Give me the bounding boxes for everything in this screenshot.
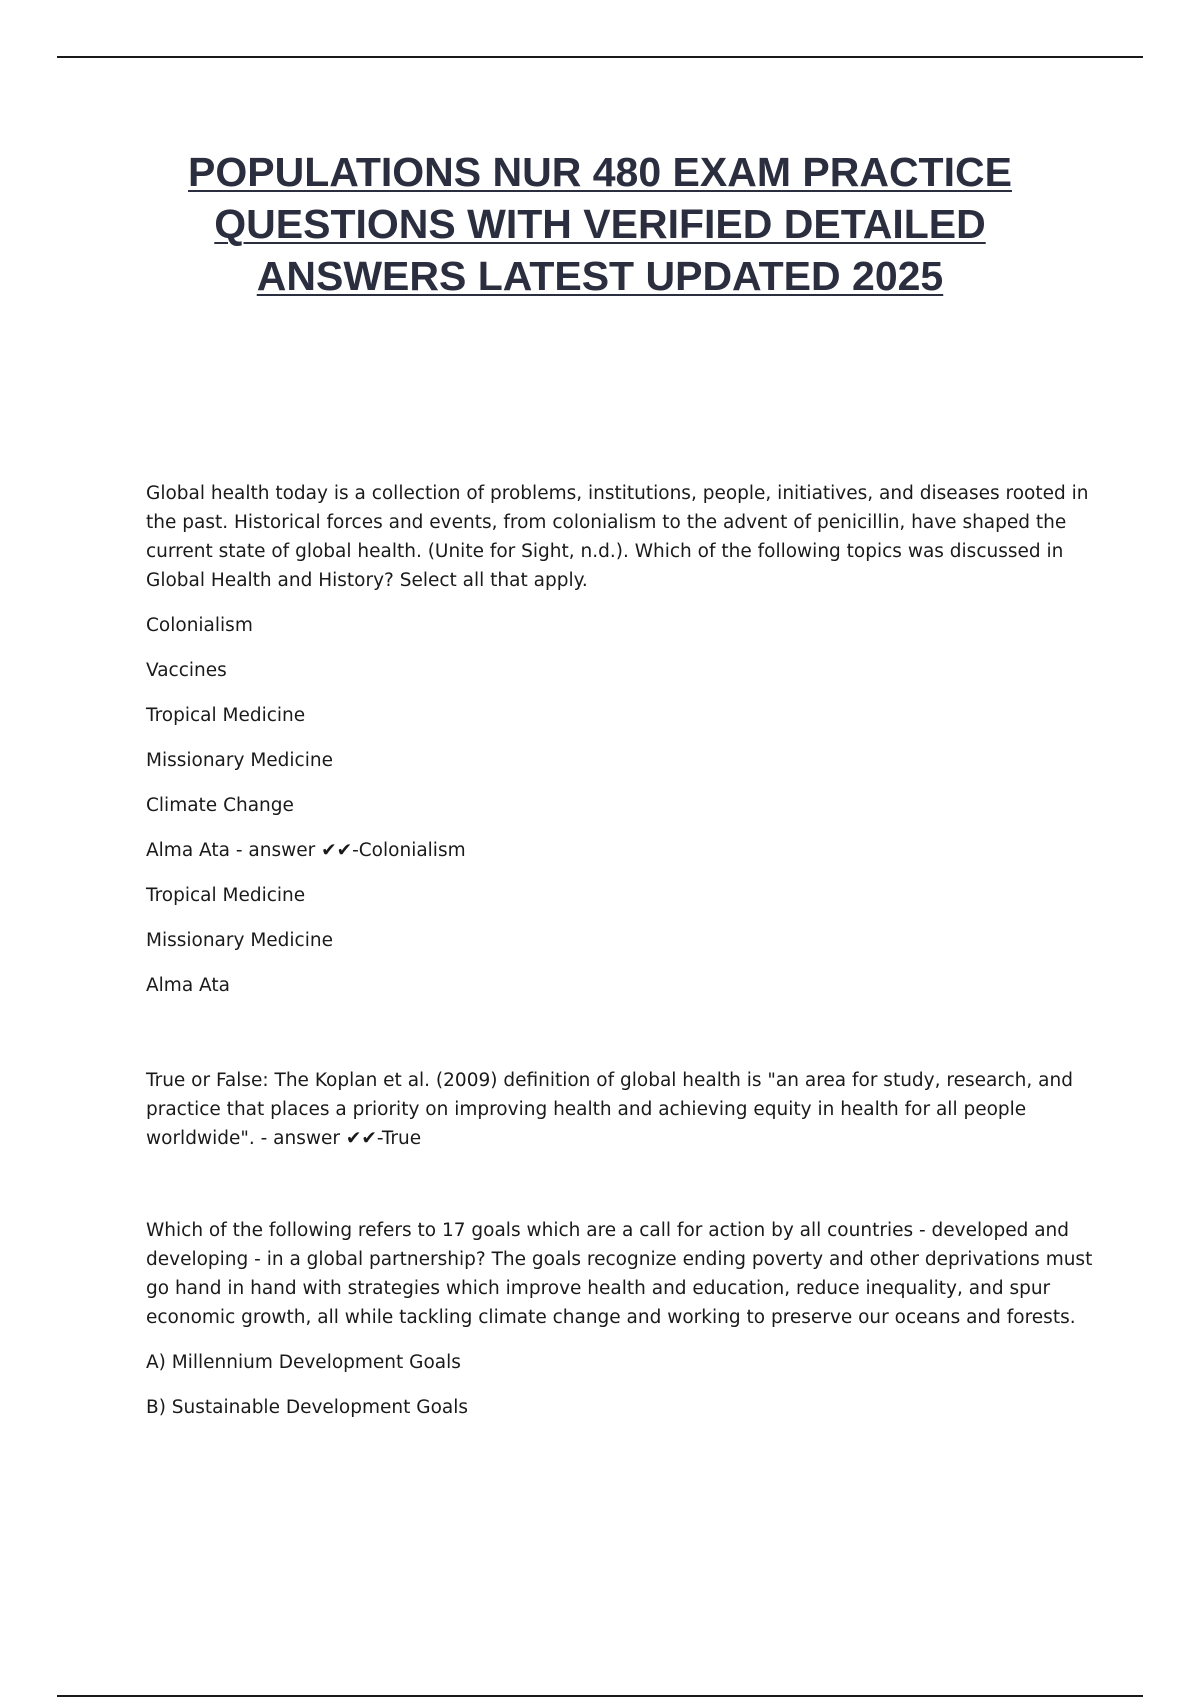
answer-option: Alma Ata xyxy=(146,975,230,996)
answer-option: Missionary Medicine xyxy=(146,930,333,951)
question-stem: True or False: The Koplan et al. (2009) definition of global health is "an area for study, research, and practice that places a priority on improving health and achieving equity in health for all people worldwide". - answer ✔✔-True xyxy=(146,1070,1073,1149)
answer-option: Vaccines xyxy=(146,660,227,681)
question-stem: Global health today is a collection of problems, institutions, people, initiatives, and diseases rooted in the past. Historical forces and events, from colonialism to the advent of penicillin, have shaped the current state of global health. (Unite for Sight, n.d.). Which of the following topics was discussed in Global Health and History? Select all that apply. xyxy=(146,483,1089,591)
title-line: QUESTIONS WITH VERIFIED DETAILED xyxy=(214,201,986,247)
title-line: ANSWERS LATEST UPDATED 2025 xyxy=(256,253,944,299)
document-title xyxy=(100,146,1100,302)
answer-option: Tropical Medicine xyxy=(146,705,306,726)
answer-option: Colonialism xyxy=(146,615,253,636)
title-line: POPULATIONS NUR 480 EXAM PRACTICE xyxy=(188,149,1012,195)
question-stem: Which of the following refers to 17 goals which are a call for action by all countries - developed and developing - in a global partnership? The goals recognize ending poverty and other deprivations must go hand in hand with strategies which improve health and education, reduce inequality, and spur economic growth, all while tackling climate change and working to preserve our oceans and forests. xyxy=(146,1220,1093,1328)
answer-option: Tropical Medicine xyxy=(146,885,306,906)
top-rule xyxy=(57,56,1143,58)
answer-option: A) Millennium Development Goals xyxy=(146,1352,461,1373)
answer-option: Missionary Medicine xyxy=(146,750,333,771)
answer-option: Alma Ata - answer ✔✔-Colonialism xyxy=(146,840,466,861)
question-1 xyxy=(146,479,1096,1016)
question-2 xyxy=(146,1066,1096,1169)
answer-option: Climate Change xyxy=(146,795,294,816)
question-3 xyxy=(146,1216,1096,1438)
answer-option: B) Sustainable Development Goals xyxy=(146,1397,469,1418)
bottom-rule xyxy=(57,1695,1143,1697)
